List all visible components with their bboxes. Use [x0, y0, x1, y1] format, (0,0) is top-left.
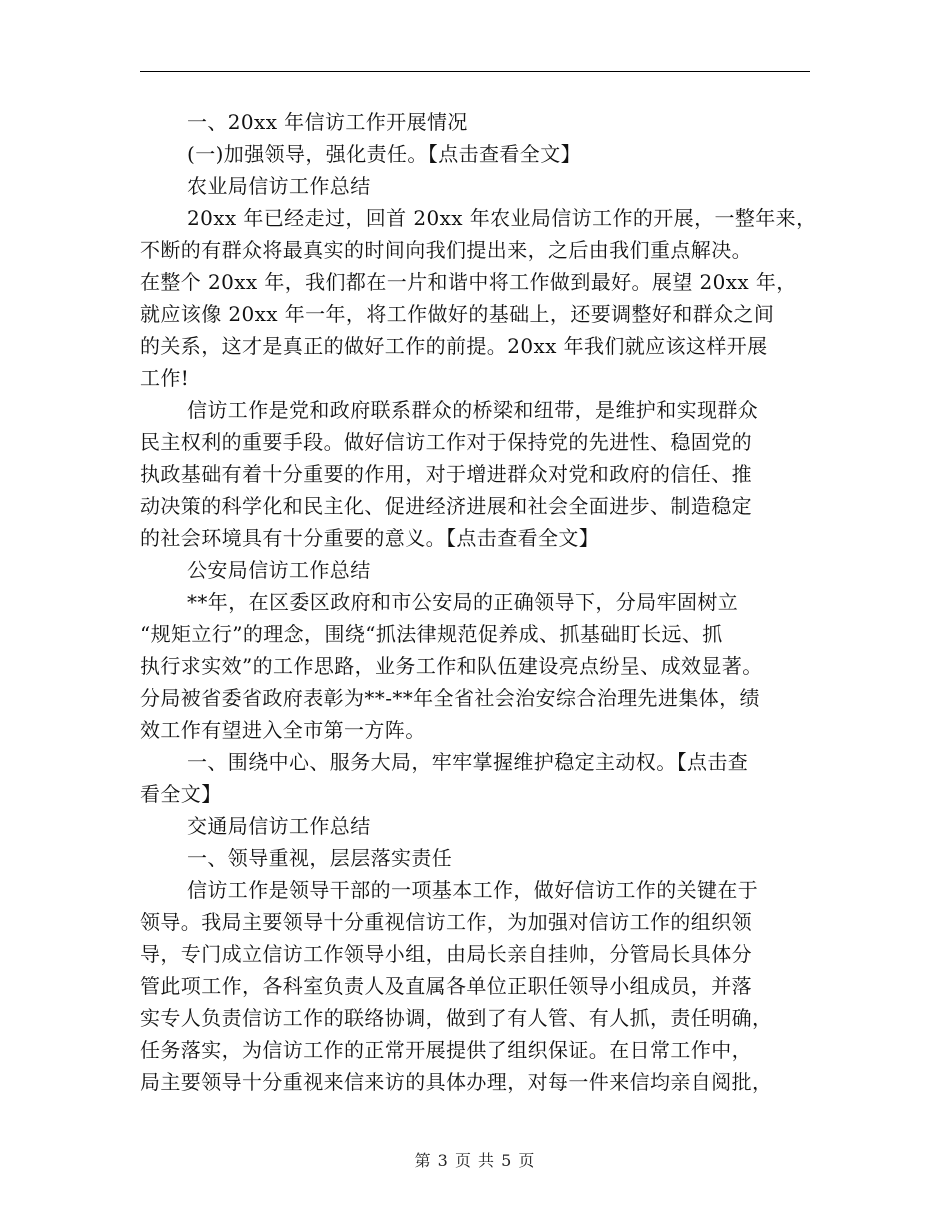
text-line: 信访工作是领导干部的一项基本工作，做好信访工作的关键在于: [187, 878, 759, 902]
text-line: 就应该像 20xx 年一年，将工作做好的基础上，还要调整好和群众之间: [140, 302, 775, 326]
text-line: **年，在区委区政府和市公安局的正确领导下，分局牢固树立: [187, 590, 739, 614]
text-line: 执政基础有着十分重要的作用，对于增进群众对党和政府的信任、推: [140, 462, 752, 486]
text-line: 工作!: [140, 366, 190, 390]
section-heading: 一、领导重视，层层落实责任: [187, 846, 453, 870]
text-line: 领导。我局主要领导十分重视信访工作，为加强对信访工作的组织领: [140, 910, 752, 934]
text-line: 实专人负责信访工作的联络协调，做到了有人管、有人抓，责任明确，: [140, 1006, 773, 1030]
text-line: 在整个 20xx 年，我们都在一片和谐中将工作做到最好。展望 20xx 年，: [140, 270, 797, 294]
text-line: 看全文】: [140, 782, 222, 806]
text-line: 动决策的科学化和民主化、促进经济进展和社会全面进步、制造稳定: [140, 494, 752, 518]
text-line: 的社会环境具有十分重要的意义。【点击查看全文】: [140, 526, 600, 550]
text-line: 民主权利的重要手段。做好信访工作对于保持党的先进性、稳固党的: [140, 430, 752, 454]
page-number: 第 3 页 共 5 页: [414, 1151, 536, 1170]
text-line: “规矩立行”的理念，围绕“抓法律规范促养成、抓基础盯长远、抓: [140, 622, 723, 646]
text-line: 一、围绕中心、服务大局，牢牢掌握维护稳定主动权。【点击查: [187, 750, 749, 774]
subsection-heading: (一)加强领导，强化责任。【点击查看全文】: [187, 142, 582, 166]
article-title-transport: 交通局信访工作总结: [187, 814, 371, 838]
text-line: 的关系，这才是真正的做好工作的前提。20xx 年我们就应该这样开展: [140, 334, 768, 358]
text-line: 分局被省委省政府表彰为**-**年全省社会治安综合治理先进集体，绩: [140, 686, 760, 710]
text-line: 效工作有望进入全市第一方阵。: [140, 718, 426, 742]
header-rule: [140, 71, 810, 72]
text-line: 局主要领导十分重视来信来访的具体办理，对每一件来信均亲自阅批，: [140, 1070, 773, 1094]
document-body: [140, 106, 820, 1098]
text-line: 管此项工作，各科室负责人及直属各单位正职任领导小组成员，并落: [140, 974, 752, 998]
article-title-agriculture: 农业局信访工作总结: [187, 174, 371, 198]
text-line: 不断的有群众将最真实的时间向我们提出来，之后由我们重点解决。: [140, 238, 752, 262]
text-line: 信访工作是党和政府联系群众的桥梁和纽带，是维护和实现群众: [187, 398, 759, 422]
section-heading: 一、20xx 年信访工作开展情况: [187, 110, 468, 134]
text-line: 执行求实效”的工作思路，业务工作和队伍建设亮点纷呈、成效显著。: [140, 654, 763, 678]
text-line: 任务落实，为信访工作的正常开展提供了组织保证。在日常工作中，: [140, 1038, 752, 1062]
text-line: 导，专门成立信访工作领导小组，由局长亲自挂帅，分管局长具体分: [140, 942, 752, 966]
article-title-public-security: 公安局信访工作总结: [187, 558, 371, 582]
text-line: 20xx 年已经走过，回首 20xx 年农业局信访工作的开展，一整年来，: [187, 206, 817, 230]
